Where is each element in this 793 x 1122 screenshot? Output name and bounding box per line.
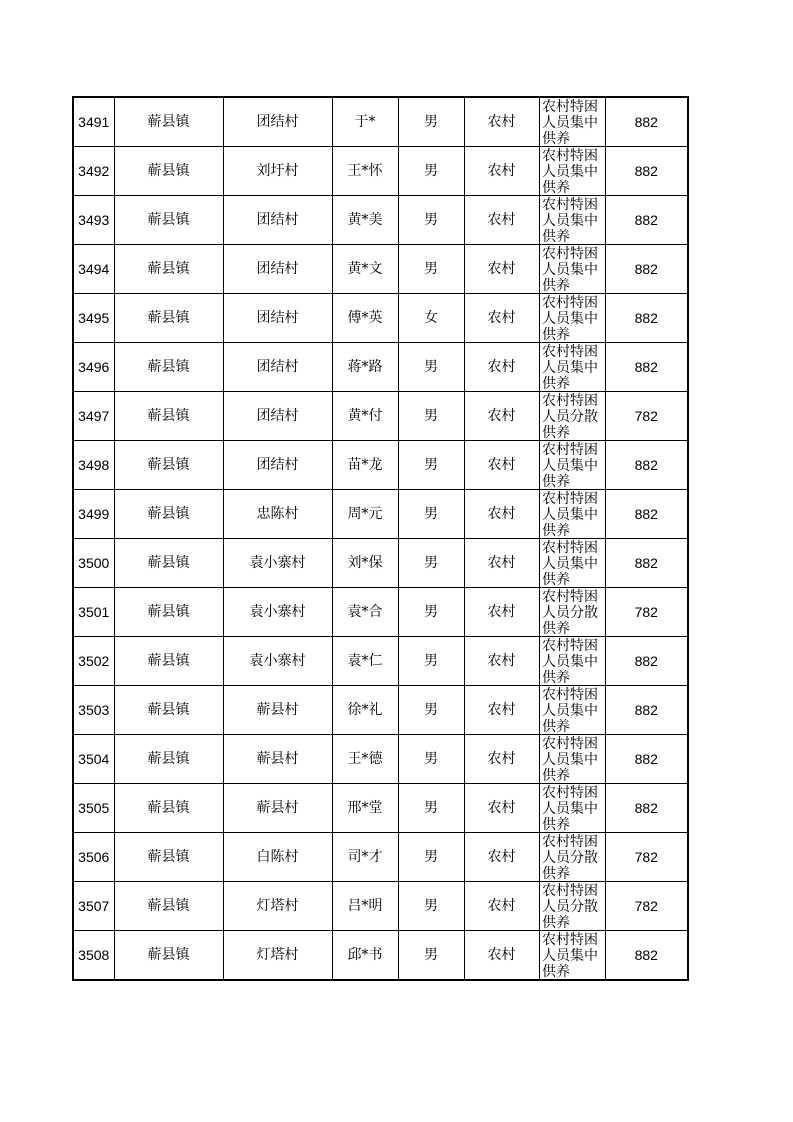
town-cell: 蕲县镇 (114, 441, 223, 490)
person-name-cell: 傅*英 (332, 294, 398, 343)
village-cell: 团结村 (223, 97, 332, 147)
person-name-cell: 吕*明 (332, 882, 398, 931)
amount-cell: 882 (605, 343, 688, 392)
village-cell: 团结村 (223, 343, 332, 392)
table-row (73, 490, 688, 539)
row-number: 3503 (73, 686, 114, 735)
household-type-cell: 农村 (464, 882, 539, 931)
town-cell: 蕲县镇 (114, 686, 223, 735)
category-text: 农村特困人员集中供养 (542, 295, 598, 342)
amount-cell: 882 (605, 735, 688, 784)
amount-cell: 782 (605, 833, 688, 882)
household-type-cell: 农村 (464, 294, 539, 343)
town-cell: 蕲县镇 (114, 294, 223, 343)
person-name-cell: 袁*仁 (332, 637, 398, 686)
town-cell: 蕲县镇 (114, 931, 223, 981)
table-row (73, 97, 688, 147)
table-row (73, 833, 688, 882)
table-row (73, 637, 688, 686)
person-name-cell: 袁*合 (332, 588, 398, 637)
household-type-cell: 农村 (464, 490, 539, 539)
table-row (73, 196, 688, 245)
gender-cell: 男 (398, 392, 464, 441)
table-row (73, 441, 688, 490)
roster-body (73, 97, 688, 980)
gender-cell: 女 (398, 294, 464, 343)
village-cell: 团结村 (223, 392, 332, 441)
town-cell: 蕲县镇 (114, 196, 223, 245)
category-cell (539, 245, 605, 294)
gender-cell: 男 (398, 196, 464, 245)
person-name-cell: 王*德 (332, 735, 398, 784)
table-row (73, 147, 688, 196)
village-cell: 团结村 (223, 441, 332, 490)
person-name-cell: 黄*付 (332, 392, 398, 441)
table-row (73, 686, 688, 735)
category-text: 农村特困人员集中供养 (542, 932, 598, 979)
amount-cell: 882 (605, 97, 688, 147)
category-cell (539, 441, 605, 490)
category-text: 农村特困人员集中供养 (542, 785, 598, 832)
category-cell (539, 97, 605, 147)
town-cell: 蕲县镇 (114, 97, 223, 147)
row-number: 3494 (73, 245, 114, 294)
table-row (73, 245, 688, 294)
category-text: 农村特困人员集中供养 (542, 687, 598, 734)
table-row (73, 294, 688, 343)
household-type-cell: 农村 (464, 196, 539, 245)
town-cell: 蕲县镇 (114, 735, 223, 784)
person-name-cell: 邱*书 (332, 931, 398, 981)
town-cell: 蕲县镇 (114, 882, 223, 931)
gender-cell: 男 (398, 833, 464, 882)
row-number: 3498 (73, 441, 114, 490)
category-cell (539, 196, 605, 245)
amount-cell: 782 (605, 392, 688, 441)
village-cell: 袁小寨村 (223, 539, 332, 588)
village-cell: 白陈村 (223, 833, 332, 882)
household-type-cell: 农村 (464, 833, 539, 882)
row-number: 3504 (73, 735, 114, 784)
category-cell (539, 784, 605, 833)
amount-cell: 782 (605, 882, 688, 931)
village-cell: 团结村 (223, 245, 332, 294)
amount-cell: 882 (605, 539, 688, 588)
gender-cell: 男 (398, 784, 464, 833)
table-row (73, 539, 688, 588)
person-name-cell: 苗*龙 (332, 441, 398, 490)
town-cell: 蕲县镇 (114, 539, 223, 588)
row-number: 3495 (73, 294, 114, 343)
person-name-cell: 蒋*路 (332, 343, 398, 392)
table-row (73, 343, 688, 392)
town-cell: 蕲县镇 (114, 490, 223, 539)
gender-cell: 男 (398, 245, 464, 294)
household-type-cell: 农村 (464, 637, 539, 686)
household-type-cell: 农村 (464, 97, 539, 147)
category-cell (539, 735, 605, 784)
row-number: 3491 (73, 97, 114, 147)
household-type-cell: 农村 (464, 147, 539, 196)
table-row (73, 784, 688, 833)
category-cell (539, 833, 605, 882)
gender-cell: 男 (398, 637, 464, 686)
person-name-cell: 徐*礼 (332, 686, 398, 735)
amount-cell: 882 (605, 147, 688, 196)
gender-cell: 男 (398, 588, 464, 637)
household-type-cell: 农村 (464, 931, 539, 981)
category-cell (539, 882, 605, 931)
village-cell: 忠陈村 (223, 490, 332, 539)
category-text: 农村特困人员集中供养 (542, 344, 598, 391)
village-cell: 刘圩村 (223, 147, 332, 196)
amount-cell: 882 (605, 245, 688, 294)
town-cell: 蕲县镇 (114, 588, 223, 637)
amount-cell: 782 (605, 588, 688, 637)
village-cell: 灯塔村 (223, 931, 332, 981)
table-row (73, 931, 688, 981)
household-type-cell: 农村 (464, 441, 539, 490)
village-cell: 蕲县村 (223, 686, 332, 735)
amount-cell: 882 (605, 931, 688, 981)
category-text: 农村特困人员集中供养 (542, 736, 598, 783)
amount-cell: 882 (605, 490, 688, 539)
row-number: 3502 (73, 637, 114, 686)
household-type-cell: 农村 (464, 588, 539, 637)
village-cell: 袁小寨村 (223, 588, 332, 637)
category-cell (539, 931, 605, 981)
category-cell (539, 294, 605, 343)
amount-cell: 882 (605, 441, 688, 490)
row-number: 3497 (73, 392, 114, 441)
category-cell (539, 539, 605, 588)
amount-cell: 882 (605, 294, 688, 343)
category-cell (539, 147, 605, 196)
category-text: 农村特困人员集中供养 (542, 442, 598, 489)
person-name-cell: 刘*保 (332, 539, 398, 588)
category-cell (539, 490, 605, 539)
category-text: 农村特困人员分散供养 (542, 834, 598, 881)
row-number: 3507 (73, 882, 114, 931)
gender-cell: 男 (398, 441, 464, 490)
amount-cell: 882 (605, 686, 688, 735)
category-text: 农村特困人员分散供养 (542, 883, 598, 930)
village-cell: 灯塔村 (223, 882, 332, 931)
person-name-cell: 于* (332, 97, 398, 147)
category-text: 农村特困人员分散供养 (542, 589, 598, 636)
town-cell: 蕲县镇 (114, 833, 223, 882)
category-cell (539, 588, 605, 637)
category-text: 农村特困人员集中供养 (542, 99, 598, 146)
table-row (73, 588, 688, 637)
category-text: 农村特困人员集中供养 (542, 638, 598, 685)
category-text: 农村特困人员分散供养 (542, 393, 598, 440)
gender-cell: 男 (398, 539, 464, 588)
person-name-cell: 周*元 (332, 490, 398, 539)
town-cell: 蕲县镇 (114, 147, 223, 196)
town-cell: 蕲县镇 (114, 392, 223, 441)
village-cell: 团结村 (223, 196, 332, 245)
village-cell: 蕲县村 (223, 784, 332, 833)
town-cell: 蕲县镇 (114, 343, 223, 392)
person-name-cell: 黄*美 (332, 196, 398, 245)
row-number: 3496 (73, 343, 114, 392)
household-type-cell: 农村 (464, 392, 539, 441)
amount-cell: 882 (605, 637, 688, 686)
roster-table (72, 96, 689, 981)
category-text: 农村特困人员集中供养 (542, 491, 598, 538)
town-cell: 蕲县镇 (114, 245, 223, 294)
household-type-cell: 农村 (464, 539, 539, 588)
row-number: 3493 (73, 196, 114, 245)
person-name-cell: 王*怀 (332, 147, 398, 196)
category-text: 农村特困人员集中供养 (542, 540, 598, 587)
gender-cell: 男 (398, 490, 464, 539)
row-number: 3492 (73, 147, 114, 196)
category-cell (539, 686, 605, 735)
table-row (73, 882, 688, 931)
table-row (73, 735, 688, 784)
row-number: 3501 (73, 588, 114, 637)
category-text: 农村特困人员集中供养 (542, 246, 598, 293)
row-number: 3500 (73, 539, 114, 588)
village-cell: 袁小寨村 (223, 637, 332, 686)
amount-cell: 882 (605, 196, 688, 245)
household-type-cell: 农村 (464, 735, 539, 784)
category-cell (539, 343, 605, 392)
person-name-cell: 邢*堂 (332, 784, 398, 833)
village-cell: 团结村 (223, 294, 332, 343)
gender-cell: 男 (398, 343, 464, 392)
category-text: 农村特困人员集中供养 (542, 148, 598, 195)
gender-cell: 男 (398, 147, 464, 196)
gender-cell: 男 (398, 97, 464, 147)
gender-cell: 男 (398, 882, 464, 931)
gender-cell: 男 (398, 735, 464, 784)
household-type-cell: 农村 (464, 686, 539, 735)
household-type-cell: 农村 (464, 343, 539, 392)
category-text: 农村特困人员集中供养 (542, 197, 598, 244)
row-number: 3499 (73, 490, 114, 539)
household-type-cell: 农村 (464, 784, 539, 833)
gender-cell: 男 (398, 931, 464, 981)
category-cell (539, 392, 605, 441)
row-number: 3508 (73, 931, 114, 981)
village-cell: 蕲县村 (223, 735, 332, 784)
amount-cell: 882 (605, 784, 688, 833)
table-row (73, 392, 688, 441)
town-cell: 蕲县镇 (114, 784, 223, 833)
category-cell (539, 637, 605, 686)
person-name-cell: 黄*文 (332, 245, 398, 294)
row-number: 3505 (73, 784, 114, 833)
gender-cell: 男 (398, 686, 464, 735)
person-name-cell: 司*才 (332, 833, 398, 882)
household-type-cell: 农村 (464, 245, 539, 294)
town-cell: 蕲县镇 (114, 637, 223, 686)
row-number: 3506 (73, 833, 114, 882)
